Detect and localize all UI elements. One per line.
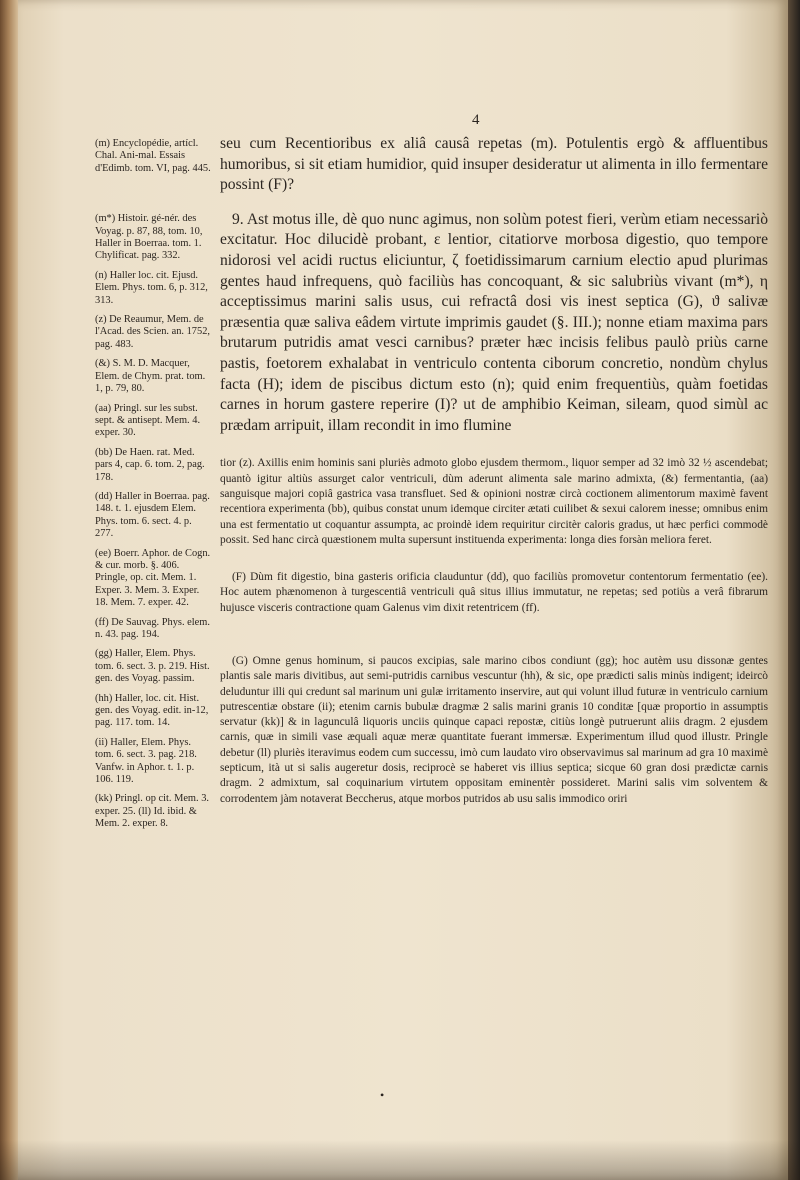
margin-note: (m*) Histoir. gé-nér. des Voyag. p. 87, 88, tom. 10, Haller in Boerraa. tom. 1. Chylificat. pag. 332. bbox=[95, 213, 203, 262]
margin-note: (bb) De Haen. rat. Med. pars 4, cap. 6. tom. 2, pag. 178. bbox=[95, 446, 205, 483]
margin-note: (kk) Pringl. op cit. Mem. 3. exper. 25. (ll) Id. ibid. & Mem. 2. exper. 8. bbox=[95, 793, 209, 830]
margin-note: (gg) Haller, Elem. Phys. tom. 6. sect. 3. p. 219. Hist. gen. des Voyag. passim. bbox=[95, 648, 210, 685]
margin-note: (hh) Haller, loc. cit. Hist. gen. des Voyag. edit. in-12, pag. 117. tom. 14. bbox=[95, 692, 209, 729]
margin-note: (dd) Haller in Boerraa. pag. 148. t. 1. ejusdem Elem. Phys. tom. 6. sect. 4. p. 277. bbox=[95, 490, 210, 540]
footnote-G: (G) Omne genus hominum, si paucos excipias, sale marino cibos condiunt (gg); hoc autèm usu dissonæ gentes plantis sale maris divitibus, aut semi-putridis carnibus vescuntur (hh), & sic, ope prædicti salis minùs indigent; ideircò deluduntur illi qui credunt sal marinum uni gulæ irritamento inservire, aut qui volunt illud futuræ in ventriculo carnium putrescentiæ obstare (ii); etenim carnis bubulæ dragmæ 2 salis marini granis 10 conditæ [quæ proportio in assumptis servatur (kk)] & in lagunculâ liquoris unciis quinque capaci repostæ, citiùs longè putruerunt aliis dragm. 2 ejusdem carnis, quæ in simili vase æquali aquæ meræ quantitate fuerant immersæ. Experimentum illud quod illustr. Pringle debetur (ll) pluriès iteravimus eodem cum successu, imò cum laudato viro observavimus sal marinum ad gra 10 maximè septicum, ità ut si salis augeretur dosis, reciprocè se haberet vis illius septica; sicque 60 gran dosi prædictæ carnis dragm. 2 admixtum, sal coquinarium virtutem oppositam eminentèr possideret. Marini salis vim solventem & corrodentem jàm notaverat Beccherus, atque morbos putridos ab usu salis immodico oriri bbox=[220, 654, 768, 805]
margin-note: (z) De Reaumur, Mem. de l'Acad. des Scien. an. 1752, pag. 483. bbox=[95, 314, 210, 350]
margin-note: (ee) Boerr. Aphor. de Cogn. & cur. morb. §. 406. Pringle, op. cit. Mem. 1. Exper. 3. Mem. 3. Exper. 18. Mem. 7. exper. 42. bbox=[95, 547, 211, 609]
main-paragraph: seu cum Recentioribus ex aliâ causâ repetas (m). Potulentis ergò & affluentibus humoribus, si sit etiam humidior, quid insuper desideratur ut alimenta in illo fermentare possint (F)? bbox=[220, 135, 768, 194]
main-paragraph-section-9: 9. Ast motus ille, dè quo nunc agimus, non solùm potest fieri, verùm etiam necessariò excitatur. Hoc dilucidè probant, ε lentior, citatiorve morbosa digestio, quo tempore nidorosi vel acidi ructus eliciuntur, ζ foetidissimarum carnium electio apud plurimas gentes haud infrequens, quò faciliùs has concoquant, & sic salubriùs vivant (m*), η acceptissimus marini salis usus, cui refractâ dosi vis inest septica (G), ϑ salivæ præsentia quæ saliva eâdem virtute imprimis gaudet (§. III.); nonne etiam maxima pars brutarum putridis amat vesci carnibus? præter hæc incisis felibus paulò priùs carne pastis, foetorem exhalabat in ventriculo contenta ciborum concretio, nondùm chylus facta (H); idem de piscibus dictum esto (n); quid enim frequentiùs, quàm foetidas carnes in horum gastere reperire (I)? ut de amphibio Keiman, sileam, quod simùl ac prædam arripuit, illam recondit in imo flumine bbox=[220, 210, 768, 434]
footnote-continuation: tior (z). Axillis enim hominis sani pluriès admoto globo ejusdem thermom., liquor semper ad 32 imò 32 ½ ascendebat; quantò igitur altiùs assurget calor ventriculi, dùm aderunt alimenta sale marino admixta, (&) fermentantia, (aa) sanguisque majori copiâ gastrica vasa transfluet. Sed & opinioni nostræ circà coctionem alimentorum maximè favent recentiora experimenta (bb), quibus constat unum idemque circiter ætati cuilibet & sexui calorem inesse; omnibus enim una est fermentatio ut coquantur assumpta, ac proindè idem requiritur circitèr caloris gradus, ut hæc perfici commodè possit. Sed hanc circà quæstionem multa supersunt instituenda experimenta: longa dies forsàn meliora feret. bbox=[220, 457, 768, 546]
margin-note: (&) S. M. D. Macquer, Elem. de Chym. prat. tom. 1, p. 79, 80. bbox=[95, 358, 206, 395]
margin-note: (ii) Haller, Elem. Phys. tom. 6. sect. 3. pag. 218. Vanfw. in Aphor. t. 1. p. 106. 119. bbox=[95, 736, 197, 786]
page-mark: • bbox=[380, 1088, 385, 1102]
page-right-edge bbox=[788, 0, 800, 1180]
margin-note: (aa) Pringl. sur les subst. sept. & antisept. Mem. 4. exper. 30. bbox=[95, 402, 201, 439]
margin-note: (m) Encyclopédie, artícl. Chal. Ani-mal. Essais d'Edimb. tom. VI, pag. 445. bbox=[95, 138, 211, 174]
margin-notes bbox=[95, 138, 211, 838]
margin-note: (ff) De Sauvag. Phys. elem. n. 43. pag. 194. bbox=[95, 616, 210, 640]
footnote-F: (F) Dùm fit digestio, bina gasteris orificia clauduntur (dd), quo faciliùs promovetur contentorum fermentatio (ee). Hoc autem phænomenon à turgescentiâ ventriculi quâ situs illius immutatur, ne repetas; sed potiùs a verâ fibrarum hujusce visceris contractione quam Galenus vim dixit retentricem (ff). bbox=[220, 571, 768, 614]
page-number: 4 bbox=[472, 112, 480, 128]
margin-note: (n) Haller loc. cit. Ejusd. Elem. Phys. tom. 6, p. 312, 313. bbox=[95, 269, 208, 306]
main-text-column bbox=[220, 130, 768, 807]
page-bottom-shadow bbox=[0, 1140, 800, 1180]
